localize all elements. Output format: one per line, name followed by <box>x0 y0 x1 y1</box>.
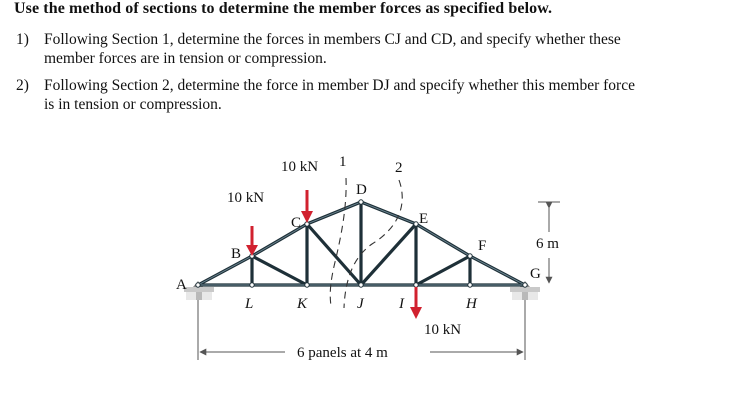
node-label-g: G <box>530 266 541 282</box>
node-label-k: K <box>297 296 308 312</box>
section-2-cut-line <box>344 180 402 308</box>
section-1-label: 1 <box>339 154 347 170</box>
problem-heading: Use the method of sections to determine the member forces as specified below. <box>14 0 553 17</box>
height-dimension-label: 6 m <box>536 236 559 252</box>
node-label-i: I <box>399 296 404 312</box>
truss-members <box>198 202 525 285</box>
node-label-c: C <box>291 215 302 231</box>
load-label-i: 10 kN <box>424 322 462 338</box>
load-arrow-c <box>301 190 313 223</box>
question-2-line1: Following Section 2, determine the force in member DJ and specify whether this member force <box>44 77 635 94</box>
question-2-number: 2) <box>16 77 29 94</box>
node-label-h: H <box>466 296 477 312</box>
node-label-e: E <box>419 211 429 227</box>
section-1-cut-line <box>330 178 346 306</box>
section-2-label: 2 <box>395 160 403 176</box>
question-2-line2: is in tension or compression. <box>44 96 222 113</box>
question-1-line1: Following Section 1, determine the forces in members CJ and CD, and specify whether these <box>44 31 621 48</box>
load-label-b: 10 kN <box>227 190 265 206</box>
node-label-a: A <box>176 277 187 293</box>
load-arrow-i <box>410 287 422 319</box>
node-label-l: L <box>245 296 254 312</box>
node-label-j: J <box>357 296 364 312</box>
node-label-d: D <box>356 182 367 198</box>
node-label-b: B <box>231 246 242 262</box>
question-1-line2: member forces are in tension or compression. <box>44 50 327 67</box>
load-arrow-b <box>246 226 258 256</box>
load-label-c: 10 kN <box>281 159 319 175</box>
span-dimension-label: 6 panels at 4 m <box>297 345 388 361</box>
node-label-f: F <box>478 238 487 254</box>
question-1-number: 1) <box>16 31 29 48</box>
